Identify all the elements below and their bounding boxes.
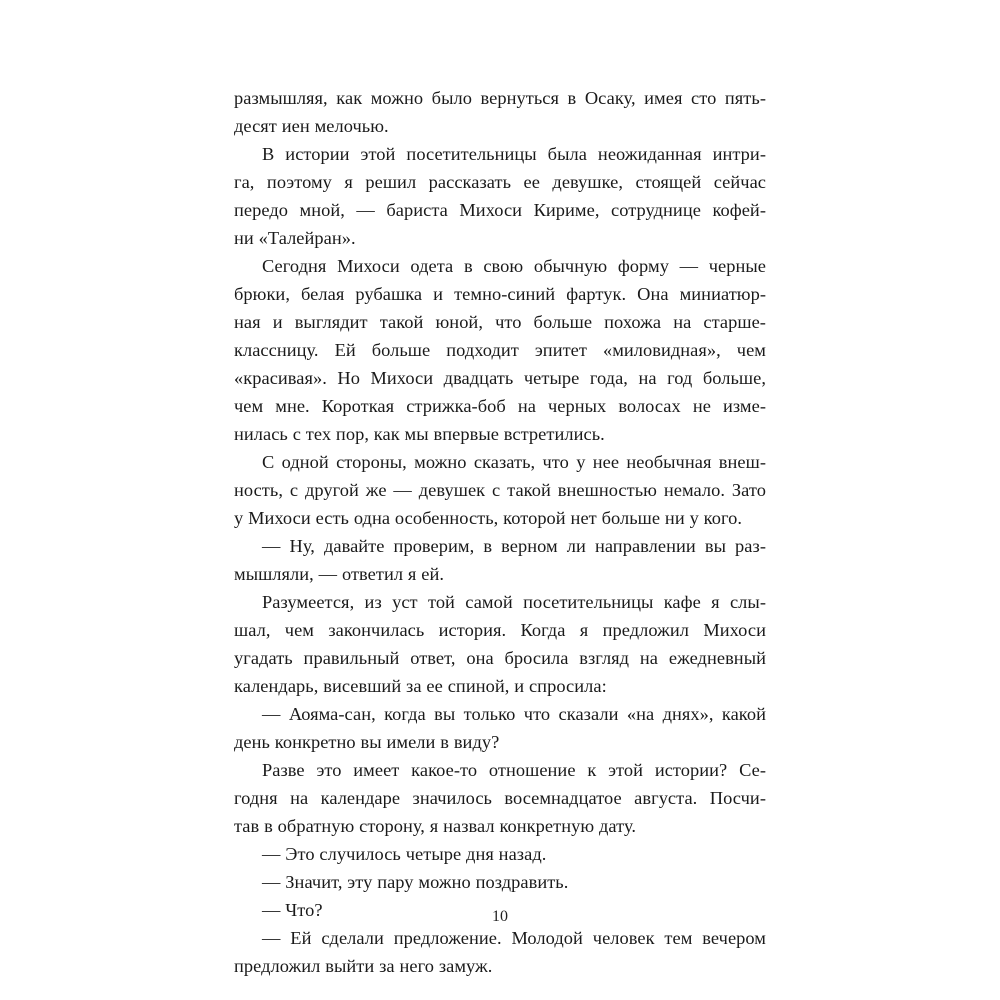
text-line: Разве это имеет какое-то отношение к этой истории? Се- [262, 760, 766, 780]
paragraph [234, 140, 766, 252]
paragraph [234, 840, 766, 868]
text-line: классницу. Ей больше подходит эпитет «миловидная», чем [234, 340, 766, 360]
text-line: чем мне. Короткая стрижка-боб на черных волосах не изме- [234, 396, 766, 416]
page-number: 10 [492, 908, 508, 925]
text-line: га, поэтому я решил рассказать ее девушке, стоящей сейчас [234, 172, 766, 192]
paragraph [234, 448, 766, 532]
text-line: ность, с другой же — девушек с такой внешностью немало. Зато [234, 480, 766, 500]
text-line: Разумеется, из уст той самой посетительницы кафе я слы- [262, 592, 766, 612]
text-line: — Ну, давайте проверим, в верном ли направлении вы раз- [262, 536, 766, 556]
text-line: В истории этой посетительницы была неожиданная интри- [262, 144, 766, 164]
text-line: десят иен мелочью. [234, 116, 389, 136]
paragraph [234, 252, 766, 448]
text-line: — Что? [262, 900, 323, 920]
paragraph [234, 868, 766, 896]
text-line: день конкретно вы имели в виду? [234, 732, 500, 752]
text-line: ная и выглядит такой юной, что больше похожа на старше- [234, 312, 766, 332]
text-line: годня на календаре значилось восемнадцатое августа. Посчи- [234, 788, 766, 808]
text-line: Сегодня Михоси одета в свою обычную форму — черные [262, 256, 766, 276]
text-line: «красивая». Но Михоси двадцать четыре года, на год больше, [234, 368, 766, 388]
text-line: — Аояма-сан, когда вы только что сказали «на днях», какой [262, 704, 766, 724]
paragraph [234, 532, 766, 588]
paragraph [234, 84, 766, 140]
text-line: передо мной, — бариста Михоси Кириме, сотруднице кофей- [234, 200, 766, 220]
text-line: у Михоси есть одна особенность, которой нет больше ни у кого. [234, 508, 742, 528]
text-line: угадать правильный ответ, она бросила взгляд на ежедневный [234, 648, 766, 668]
paragraph [234, 756, 766, 840]
text-line: брюки, белая рубашка и темно-синий фартук. Она миниатюр- [234, 284, 766, 304]
text-line: тав в обратную сторону, я назвал конкретную дату. [234, 816, 637, 836]
body-text-column [234, 84, 766, 980]
text-line: мышляли, — ответил я ей. [234, 564, 445, 584]
text-line: предложил выйти за него замуж. [234, 956, 493, 976]
paragraph [234, 588, 766, 700]
text-line: — Значит, эту пару можно поздравить. [262, 872, 569, 892]
paragraph [234, 924, 766, 980]
text-line: С одной стороны, можно сказать, что у нее необычная внеш- [262, 452, 766, 472]
text-line: — Это случилось четыре дня назад. [262, 844, 547, 864]
text-line: календарь, висевший за ее спиной, и спросила: [234, 676, 607, 696]
text-line: шал, чем закончилась история. Когда я предложил Михоси [234, 620, 766, 640]
text-line: — Ей сделали предложение. Молодой человек тем вечером [262, 928, 766, 948]
text-line: нилась с тех пор, как мы впервые встретились. [234, 424, 605, 444]
text-line: размышляя, как можно было вернуться в Осаку, имея сто пять- [234, 88, 766, 108]
text-line: ни «Талейран». [234, 228, 356, 248]
paragraph [234, 700, 766, 756]
